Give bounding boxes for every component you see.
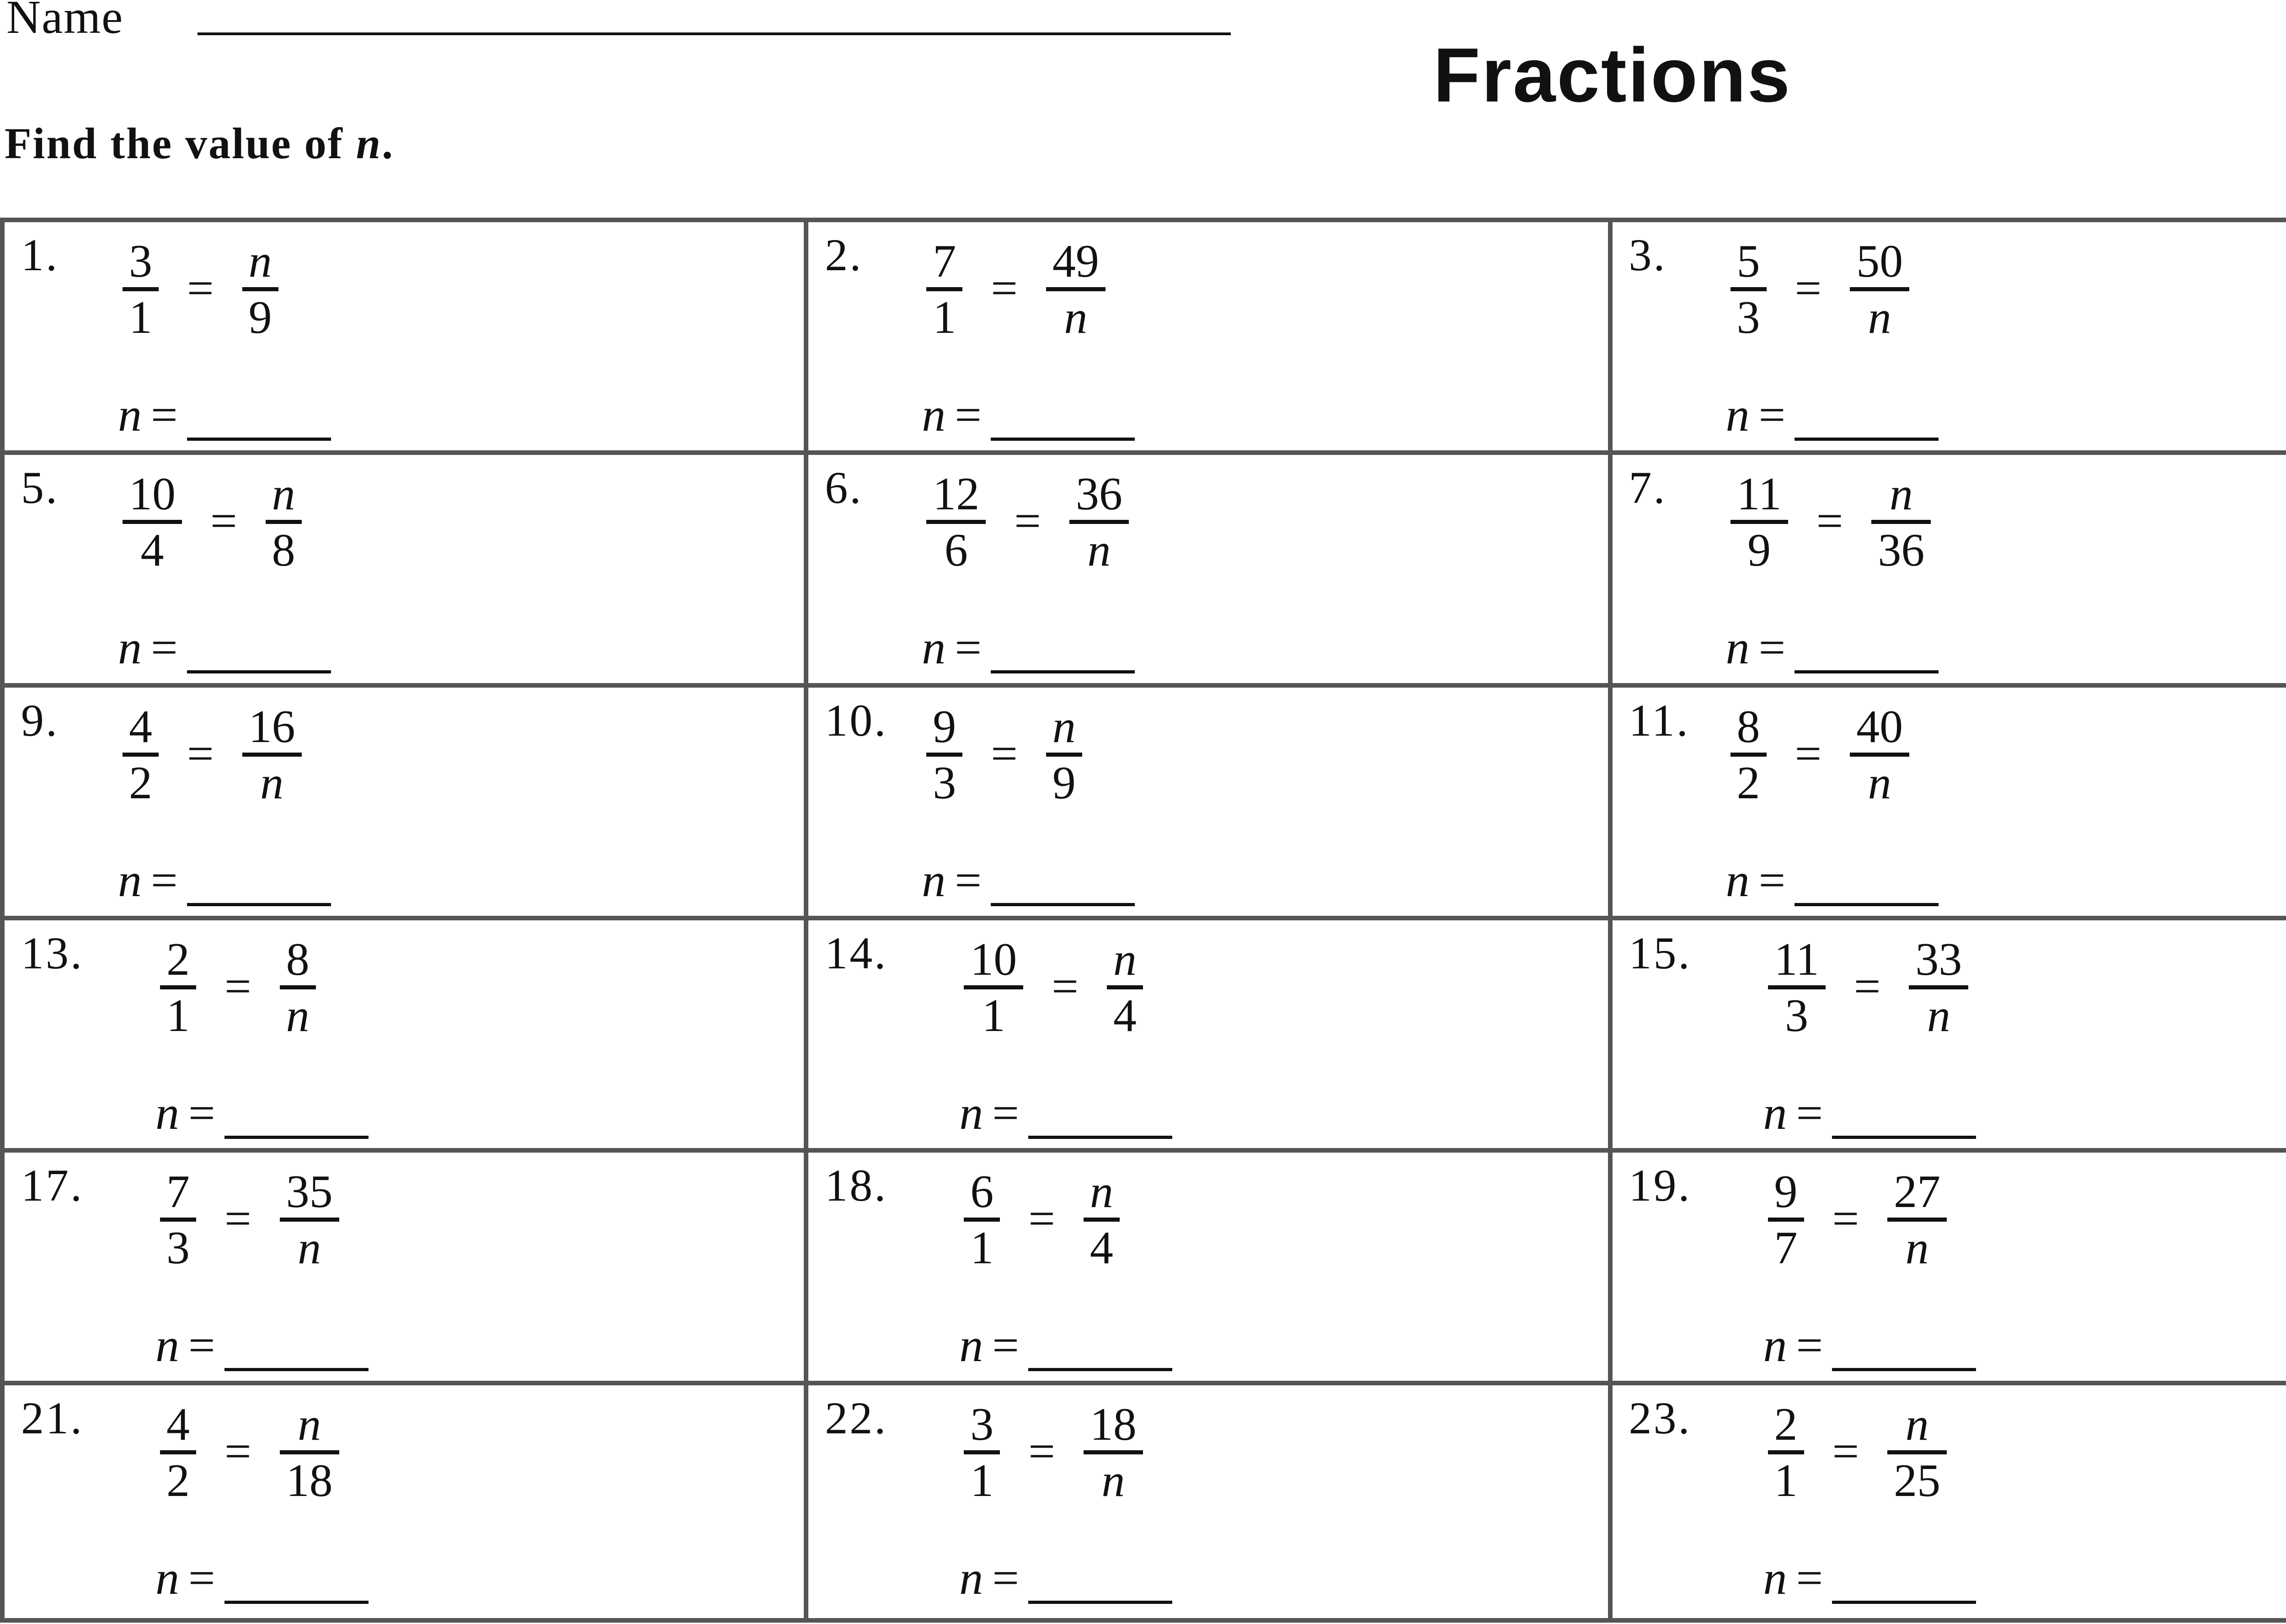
proportion xyxy=(123,700,302,809)
left-fraction xyxy=(1768,933,1826,1042)
name-field[interactable] xyxy=(198,32,1231,35)
numerator: 12 xyxy=(933,468,980,520)
answer-line xyxy=(118,853,331,908)
problem-number: 15. xyxy=(1629,927,1692,978)
answer-blank[interactable] xyxy=(1832,1601,1976,1604)
equals-sign: = xyxy=(1832,1425,1859,1478)
numerator: 3 xyxy=(129,235,152,287)
numerator: n xyxy=(1889,468,1913,520)
answer-equals-sign: = xyxy=(151,854,178,907)
numerator: 50 xyxy=(1856,235,1903,287)
proportion xyxy=(926,470,1129,574)
denominator: 9 xyxy=(1052,757,1076,809)
fraction-bar xyxy=(280,985,316,989)
left-fraction xyxy=(123,235,159,344)
answer-variable: n xyxy=(1725,854,1750,907)
answer-line xyxy=(118,388,331,442)
equals-sign: = xyxy=(187,727,214,780)
answer-line xyxy=(1726,853,1939,908)
answer-equals-sign: = xyxy=(955,854,982,907)
proportion xyxy=(926,700,1082,809)
proportion xyxy=(123,470,302,574)
answer-equals-sign: = xyxy=(188,1319,215,1372)
numerator: 35 xyxy=(286,1166,333,1218)
left-fraction xyxy=(926,700,962,809)
answer-variable: n xyxy=(155,1319,179,1372)
answer-variable: n xyxy=(959,1086,983,1139)
problem-cell xyxy=(1613,455,2286,688)
answer-line xyxy=(155,1551,369,1605)
name-label: Name xyxy=(6,0,124,43)
problem-cell xyxy=(1613,920,2286,1153)
numerator: 2 xyxy=(166,933,190,985)
instructions xyxy=(5,118,394,169)
problem-grid xyxy=(0,218,2286,1623)
denominator: n xyxy=(1905,1222,1929,1274)
numerator: 7 xyxy=(933,235,956,287)
answer-variable: n xyxy=(959,1319,983,1372)
fraction-bar xyxy=(1731,753,1767,757)
equals-sign: = xyxy=(991,262,1018,315)
numerator: 36 xyxy=(1075,468,1122,520)
fraction-bar xyxy=(1887,1218,1947,1222)
answer-line xyxy=(959,1318,1172,1373)
denominator: n xyxy=(286,989,310,1042)
answer-blank[interactable] xyxy=(224,1368,369,1371)
right-fraction xyxy=(1084,1401,1143,1505)
proportion xyxy=(1768,933,1969,1042)
problem-cell xyxy=(5,222,808,455)
denominator: 36 xyxy=(1878,524,1925,576)
numerator: 4 xyxy=(129,700,152,753)
right-fraction xyxy=(1850,700,1909,809)
equals-sign: = xyxy=(1816,494,1843,547)
problem-cell xyxy=(1613,1385,2286,1618)
denominator: 9 xyxy=(248,292,272,344)
fraction-bar xyxy=(1107,985,1143,989)
numerator: n xyxy=(1905,1399,1929,1451)
right-fraction xyxy=(1887,1401,1947,1505)
answer-variable: n xyxy=(118,621,142,674)
denominator: 3 xyxy=(166,1222,190,1274)
problem-cell xyxy=(1613,222,2286,455)
answer-equals-sign: = xyxy=(1758,389,1786,441)
answer-equals-sign: = xyxy=(1796,1319,1823,1372)
denominator: 4 xyxy=(1090,1222,1113,1274)
proportion xyxy=(1731,470,1931,574)
problem-cell xyxy=(808,222,1612,455)
fraction-bar xyxy=(1850,753,1909,757)
proportion xyxy=(160,1401,339,1505)
answer-variable: n xyxy=(922,389,946,441)
answer-blank[interactable] xyxy=(1028,1601,1172,1604)
numerator: 9 xyxy=(933,700,956,753)
denominator: 4 xyxy=(1113,989,1137,1042)
fraction-bar xyxy=(1731,287,1767,291)
fraction-bar xyxy=(160,1218,196,1222)
numerator: 10 xyxy=(129,468,176,520)
proportion xyxy=(160,933,316,1042)
answer-equals-sign: = xyxy=(1796,1086,1823,1139)
fraction-bar xyxy=(123,287,159,291)
denominator: 1 xyxy=(970,1455,994,1507)
right-fraction xyxy=(280,1168,339,1272)
problem-number: 1. xyxy=(21,230,59,280)
equals-sign: = xyxy=(1052,960,1079,1013)
denominator: 9 xyxy=(1747,524,1771,576)
denominator: 2 xyxy=(1736,757,1760,809)
numerator: n xyxy=(298,1399,321,1451)
answer-line xyxy=(1763,1318,1976,1373)
fraction-bar xyxy=(1768,1218,1804,1222)
answer-line xyxy=(1726,620,1939,675)
left-fraction xyxy=(1731,470,1788,574)
answer-variable: n xyxy=(1725,621,1750,674)
proportion xyxy=(1768,1401,1947,1505)
numerator: 6 xyxy=(970,1166,994,1218)
problem-number: 17. xyxy=(21,1160,84,1211)
answer-equals-sign: = xyxy=(1758,854,1786,907)
fraction-bar xyxy=(123,520,182,524)
denominator: 7 xyxy=(1774,1222,1798,1274)
left-fraction xyxy=(1731,700,1767,809)
denominator: n xyxy=(1868,292,1891,344)
equals-sign: = xyxy=(224,1192,251,1245)
right-fraction xyxy=(242,235,278,344)
fraction-bar xyxy=(1084,1218,1120,1222)
denominator: n xyxy=(1101,1455,1125,1507)
answer-equals-sign: = xyxy=(955,389,982,441)
answer-variable: n xyxy=(118,389,142,441)
problem-cell xyxy=(5,1385,808,1618)
answer-blank[interactable] xyxy=(1795,670,1939,673)
answer-equals-sign: = xyxy=(992,1552,1019,1605)
numerator: 9 xyxy=(1774,1166,1798,1218)
problem-cell xyxy=(5,688,808,920)
problem-number: 22. xyxy=(825,1393,888,1444)
answer-line xyxy=(959,1551,1172,1605)
problem-number: 23. xyxy=(1629,1393,1692,1444)
denominator: 2 xyxy=(129,757,152,809)
problem-number: 7. xyxy=(1629,462,1667,513)
fraction-bar xyxy=(1887,1450,1947,1454)
page-title: Fractions xyxy=(1433,32,1792,118)
answer-variable: n xyxy=(922,854,946,907)
denominator: 1 xyxy=(933,292,956,344)
denominator: 25 xyxy=(1894,1455,1941,1507)
right-fraction xyxy=(1909,933,1968,1042)
fraction-bar xyxy=(266,520,302,524)
left-fraction xyxy=(160,933,196,1042)
numerator: 2 xyxy=(1774,1399,1798,1451)
answer-variable: n xyxy=(922,621,946,674)
answer-blank[interactable] xyxy=(224,1601,369,1604)
denominator: n xyxy=(298,1222,321,1274)
fraction-bar xyxy=(964,1450,1000,1454)
problem-cell xyxy=(808,455,1612,688)
numerator: 8 xyxy=(1736,700,1760,753)
problem-number: 3. xyxy=(1629,230,1667,280)
instruction-text: Find the value of xyxy=(5,119,356,168)
equals-sign: = xyxy=(1853,960,1881,1013)
answer-variable: n xyxy=(155,1086,179,1139)
equals-sign: = xyxy=(1028,1425,1055,1478)
numerator: 49 xyxy=(1052,235,1099,287)
answer-equals-sign: = xyxy=(188,1086,215,1139)
right-fraction xyxy=(1084,1168,1120,1272)
numerator: 11 xyxy=(1774,933,1819,985)
denominator: n xyxy=(1927,989,1950,1042)
equals-sign: = xyxy=(224,1425,251,1478)
equals-sign: = xyxy=(1028,1192,1055,1245)
denominator: 6 xyxy=(944,524,968,576)
problem-number: 14. xyxy=(825,927,888,978)
problem-number: 13. xyxy=(21,927,84,978)
denominator: 1 xyxy=(166,989,190,1042)
problem-cell xyxy=(5,455,808,688)
denominator: 2 xyxy=(166,1455,190,1507)
left-fraction xyxy=(926,470,986,574)
problem-number: 5. xyxy=(21,462,59,513)
equals-sign: = xyxy=(210,494,237,547)
fraction-bar xyxy=(1046,753,1082,757)
right-fraction xyxy=(266,470,302,574)
equals-sign: = xyxy=(1795,727,1822,780)
fraction-bar xyxy=(926,287,962,291)
answer-variable: n xyxy=(155,1552,179,1605)
numerator: n xyxy=(272,468,295,520)
answer-line xyxy=(1763,1551,1976,1605)
problem-number: 21. xyxy=(21,1393,84,1444)
denominator: 3 xyxy=(1736,292,1760,344)
left-fraction xyxy=(1768,1401,1804,1505)
fraction-bar xyxy=(1871,520,1931,524)
problem-cell xyxy=(808,688,1612,920)
equals-sign: = xyxy=(224,960,251,1013)
answer-blank[interactable] xyxy=(991,438,1135,441)
numerator: n xyxy=(1090,1166,1113,1218)
left-fraction xyxy=(1731,235,1767,344)
right-fraction xyxy=(1850,235,1909,344)
numerator: 16 xyxy=(248,700,295,753)
equals-sign: = xyxy=(991,727,1018,780)
answer-blank[interactable] xyxy=(224,1136,369,1139)
proportion xyxy=(123,235,278,344)
proportion xyxy=(1731,700,1910,809)
problem-number: 11. xyxy=(1629,694,1690,746)
proportion xyxy=(926,235,1106,344)
instruction-variable: n xyxy=(356,119,382,168)
problem-number: 2. xyxy=(825,230,863,280)
fraction-bar xyxy=(1850,287,1909,291)
fraction-bar xyxy=(242,753,302,757)
answer-blank[interactable] xyxy=(1795,438,1939,441)
answer-line xyxy=(118,620,331,675)
instruction-period: . xyxy=(382,119,395,168)
proportion xyxy=(1768,1168,1947,1272)
right-fraction xyxy=(1046,700,1082,809)
answer-equals-sign: = xyxy=(1758,621,1786,674)
numerator: 3 xyxy=(970,1399,994,1451)
answer-variable: n xyxy=(118,854,142,907)
answer-equals-sign: = xyxy=(992,1319,1019,1372)
fraction-bar xyxy=(1768,1450,1804,1454)
answer-blank[interactable] xyxy=(187,670,331,673)
fraction-bar xyxy=(1909,985,1968,989)
answer-blank[interactable] xyxy=(1028,1368,1172,1371)
denominator: 3 xyxy=(933,757,956,809)
answer-blank[interactable] xyxy=(1832,1368,1976,1371)
numerator: 7 xyxy=(166,1166,190,1218)
fraction-bar xyxy=(1046,287,1106,291)
answer-equals-sign: = xyxy=(151,389,178,441)
numerator: n xyxy=(248,235,272,287)
fraction-bar xyxy=(242,287,278,291)
left-fraction xyxy=(123,470,182,574)
problem-number: 9. xyxy=(21,694,59,746)
fraction-bar xyxy=(160,985,196,989)
worksheet-header xyxy=(0,0,2286,43)
fraction-bar xyxy=(160,1450,196,1454)
answer-blank[interactable] xyxy=(187,903,331,906)
problem-number: 10. xyxy=(825,694,888,746)
answer-line xyxy=(922,853,1135,908)
proportion xyxy=(964,1168,1120,1272)
answer-equals-sign: = xyxy=(992,1086,1019,1139)
denominator: 1 xyxy=(970,1222,994,1274)
left-fraction xyxy=(964,1168,1000,1272)
answer-variable: n xyxy=(1763,1086,1787,1139)
equals-sign: = xyxy=(187,262,214,315)
answer-line xyxy=(155,1318,369,1373)
denominator: 8 xyxy=(272,524,295,576)
denominator: n xyxy=(1064,292,1088,344)
left-fraction xyxy=(964,1401,1000,1505)
fraction-bar xyxy=(926,520,986,524)
answer-blank[interactable] xyxy=(1795,903,1939,906)
answer-line xyxy=(922,388,1135,442)
answer-variable: n xyxy=(1725,389,1750,441)
answer-line xyxy=(1726,388,1939,442)
right-fraction xyxy=(280,1401,339,1505)
numerator: 8 xyxy=(286,933,310,985)
denominator: 1 xyxy=(129,292,152,344)
proportion xyxy=(160,1168,339,1272)
fraction-bar xyxy=(1084,1450,1143,1454)
equals-sign: = xyxy=(1832,1192,1859,1245)
fraction-bar xyxy=(964,985,1023,989)
denominator: 18 xyxy=(286,1455,333,1507)
equals-sign: = xyxy=(1014,494,1041,547)
left-fraction xyxy=(160,1401,196,1505)
numerator: 40 xyxy=(1856,700,1903,753)
answer-line xyxy=(959,1086,1172,1140)
answer-blank[interactable] xyxy=(991,670,1135,673)
numerator: 10 xyxy=(970,933,1017,985)
denominator: 4 xyxy=(140,524,164,576)
answer-line xyxy=(1763,1086,1976,1140)
problem-cell xyxy=(5,920,808,1153)
fraction-bar xyxy=(123,753,159,757)
numerator: 27 xyxy=(1894,1166,1941,1218)
denominator: 3 xyxy=(1785,989,1809,1042)
problem-cell xyxy=(808,920,1612,1153)
numerator: n xyxy=(1052,700,1076,753)
left-fraction xyxy=(123,700,159,809)
problem-number: 18. xyxy=(825,1160,888,1211)
left-fraction xyxy=(1768,1168,1804,1272)
problem-cell xyxy=(5,1153,808,1385)
right-fraction xyxy=(1887,1168,1947,1272)
denominator: 1 xyxy=(1774,1455,1798,1507)
answer-variable: n xyxy=(1763,1319,1787,1372)
fraction-bar xyxy=(280,1450,339,1454)
answer-equals-sign: = xyxy=(955,621,982,674)
problem-cell xyxy=(808,1153,1612,1385)
numerator: n xyxy=(1113,933,1137,985)
fraction-bar xyxy=(1069,520,1129,524)
right-fraction xyxy=(1046,235,1106,344)
proportion xyxy=(964,1401,1143,1505)
right-fraction xyxy=(1871,470,1931,574)
answer-line xyxy=(155,1086,369,1140)
fraction-bar xyxy=(1768,985,1826,989)
denominator: n xyxy=(260,757,284,809)
left-fraction xyxy=(964,933,1023,1042)
equals-sign: = xyxy=(1795,262,1822,315)
left-fraction xyxy=(926,235,962,344)
denominator: n xyxy=(1087,524,1111,576)
problem-cell xyxy=(1613,688,2286,920)
answer-variable: n xyxy=(959,1552,983,1605)
answer-blank[interactable] xyxy=(1832,1136,1976,1139)
numerator: 18 xyxy=(1090,1399,1137,1451)
right-fraction xyxy=(1107,933,1143,1042)
fraction-bar xyxy=(926,753,962,757)
left-fraction xyxy=(160,1168,196,1272)
answer-variable: n xyxy=(1763,1552,1787,1605)
right-fraction xyxy=(242,700,302,809)
fraction-bar xyxy=(1731,520,1788,524)
answer-blank[interactable] xyxy=(1028,1136,1172,1139)
right-fraction xyxy=(1069,470,1129,574)
right-fraction xyxy=(280,933,316,1042)
problem-number: 19. xyxy=(1629,1160,1692,1211)
problem-number: 6. xyxy=(825,462,863,513)
proportion xyxy=(1731,235,1910,344)
proportion xyxy=(964,933,1143,1042)
answer-line xyxy=(922,620,1135,675)
numerator: 11 xyxy=(1736,468,1782,520)
answer-equals-sign: = xyxy=(151,621,178,674)
answer-equals-sign: = xyxy=(188,1552,215,1605)
fraction-bar xyxy=(964,1218,1000,1222)
answer-blank[interactable] xyxy=(991,903,1135,906)
denominator: 1 xyxy=(982,989,1005,1042)
numerator: 33 xyxy=(1915,933,1962,985)
fraction-bar xyxy=(280,1218,339,1222)
problem-cell xyxy=(808,1385,1612,1618)
problem-cell xyxy=(1613,1153,2286,1385)
numerator: 4 xyxy=(166,1399,190,1451)
denominator: n xyxy=(1868,757,1891,809)
numerator: 5 xyxy=(1736,235,1760,287)
answer-blank[interactable] xyxy=(187,438,331,441)
answer-equals-sign: = xyxy=(1796,1552,1823,1605)
